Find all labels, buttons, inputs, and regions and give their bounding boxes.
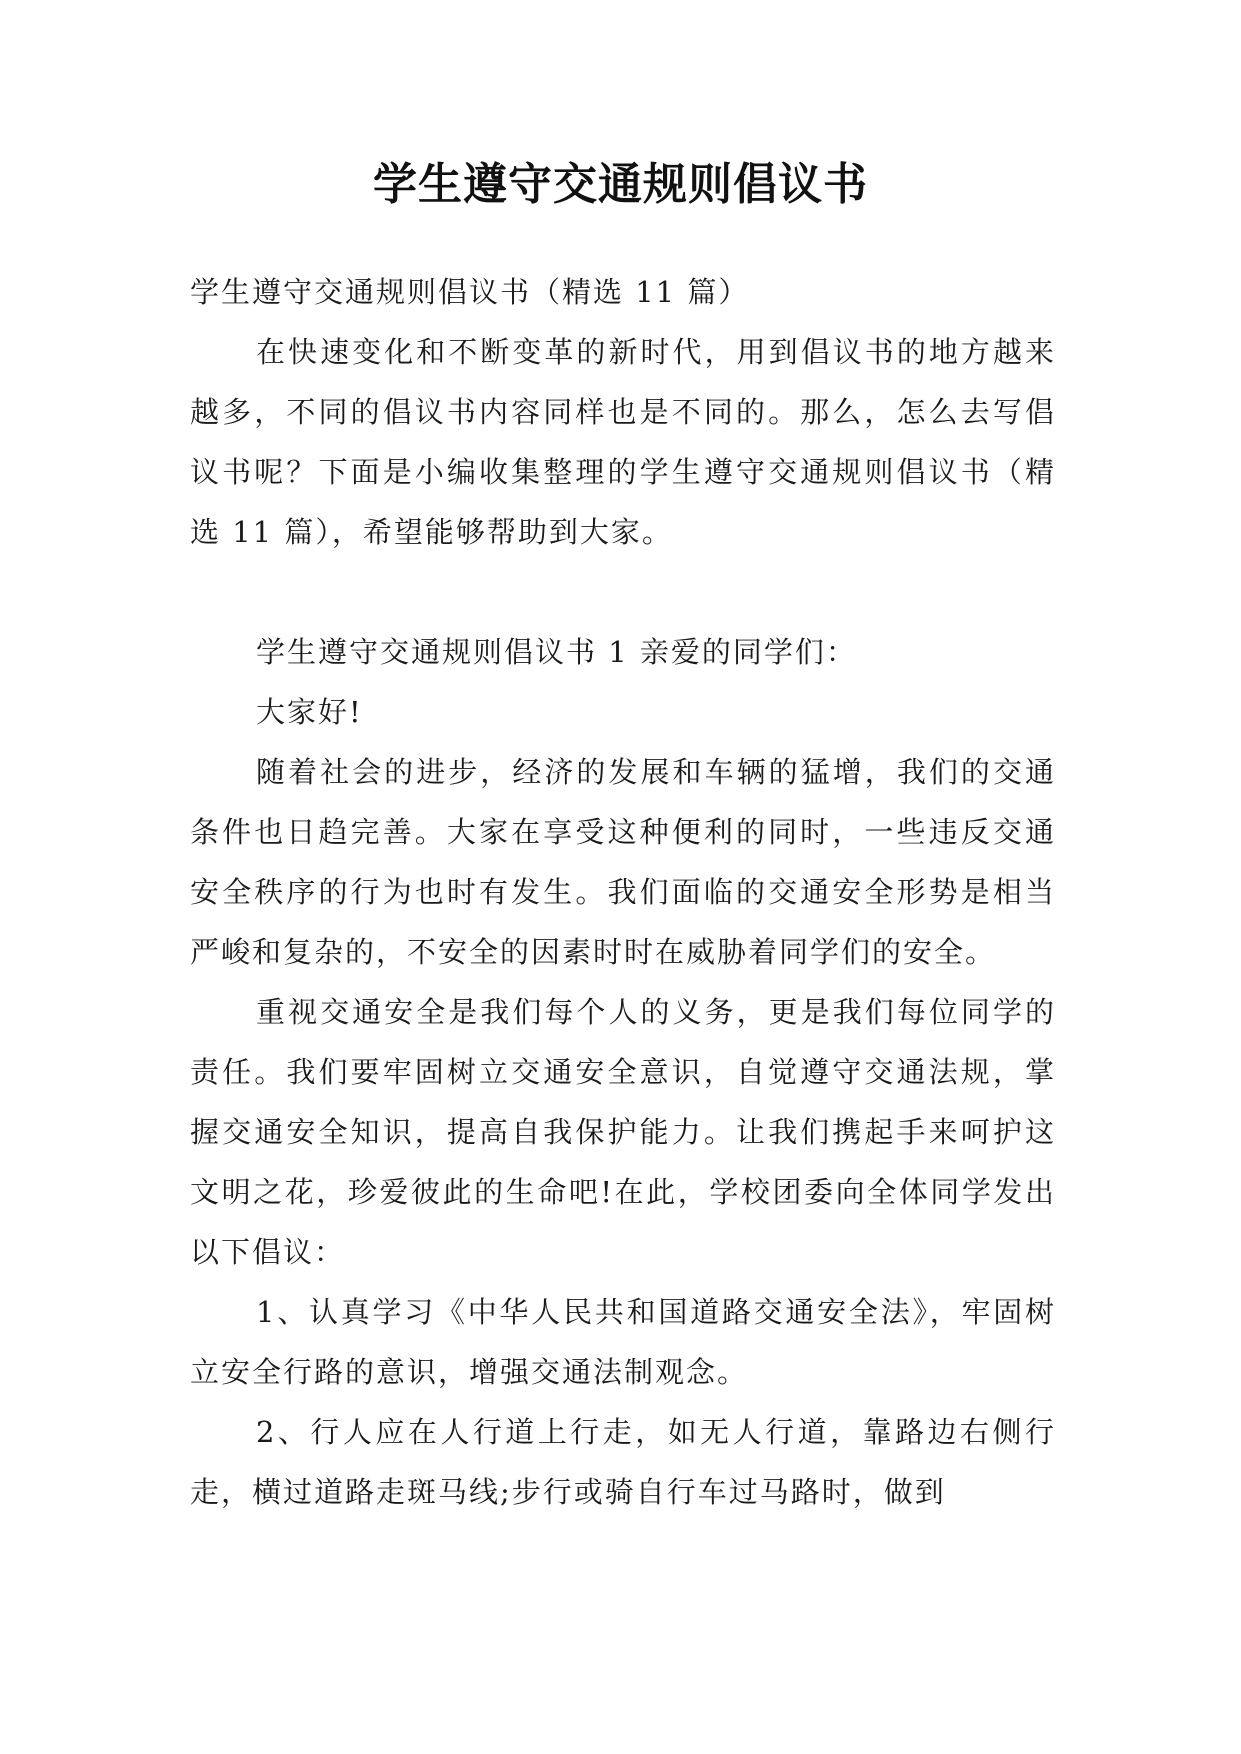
list-item-1: 1、认真学习《中华人民共和国道路交通安全法》，牢固树立安全行路的意识，增强交通法制观念。 xyxy=(190,1295,1056,1389)
document-title: 学生遵守交通规则倡议书 xyxy=(373,159,868,210)
body-paragraph: 重视交通安全是我们每个人的义务，更是我们每位同学的责任。我们要牢固树立交通安全意识，自觉遵守交通法规，掌握交通安全知识，提高自我保护能力。让我们携起手来呵护这文明之花，珍爱彼此的生命吧!在此，学校团委向全体同学发出以下倡议： xyxy=(190,995,1056,1269)
intro-paragraph: 在快速变化和不断变革的新时代，用到倡议书的地方越来越多，不同的倡议书内容同样也是不同的。那么，怎么去写倡议书呢？下面是小编收集整理的学生遵守交通规则倡议书（精选 11 篇），希望能够帮助到大家。 xyxy=(190,335,1056,549)
document-subtitle: 学生遵守交通规则倡议书（精选 11 篇） xyxy=(190,275,750,309)
greeting-paragraph: 大家好! xyxy=(256,695,363,729)
paragraph-spacer xyxy=(190,562,1056,622)
section-heading-1: 学生遵守交通规则倡议书 1 亲爱的同学们： xyxy=(256,635,857,669)
body-paragraph: 随着社会的进步，经济的发展和车辆的猛增，我们的交通条件也日趋完善。大家在享受这种便利的同时，一些违反交通安全秩序的行为也时有发生。我们面临的交通安全形势是相当严峻和复杂的，不安全的因素时时在威胁着同学们的安全。 xyxy=(190,755,1056,969)
list-item-2: 2、行人应在人行道上行走，如无人行道，靠路边右侧行走，横过道路走斑马线;步行或骑自行车过马路时，做到 xyxy=(190,1415,1056,1509)
document-body xyxy=(190,262,1056,1522)
